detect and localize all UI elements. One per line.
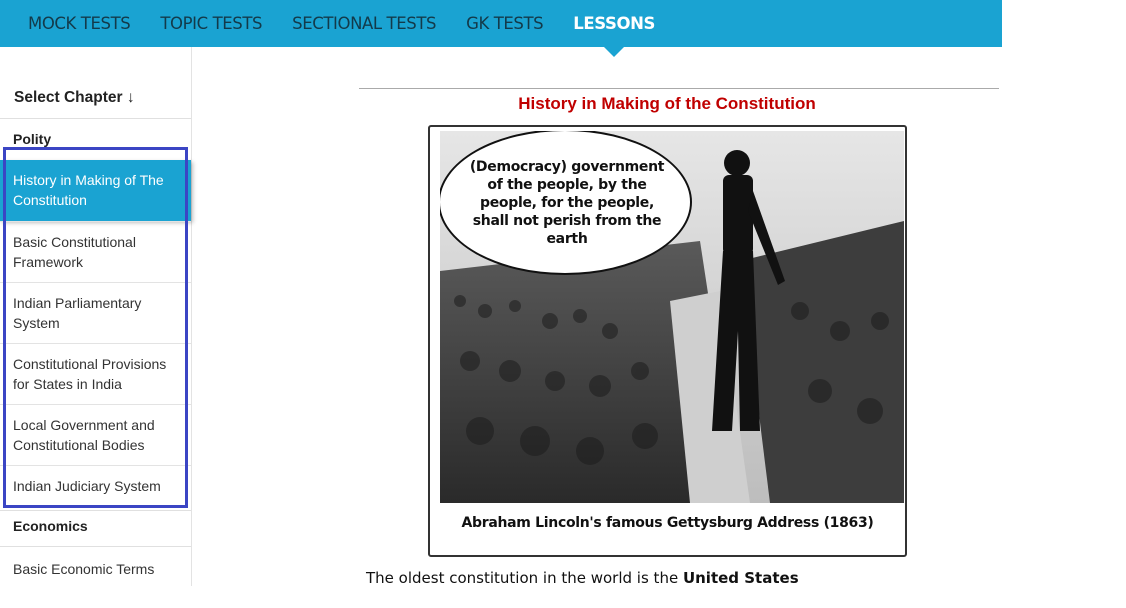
tab-sectional-tests[interactable]: SECTIONAL TESTS bbox=[292, 14, 437, 33]
select-chapter-heading[interactable]: Select Chapter ↓ bbox=[14, 89, 135, 106]
sidebar-divider bbox=[0, 118, 191, 119]
chapter-local-government-bodies[interactable]: Local Government and Constitutional Bodies bbox=[0, 404, 191, 465]
speech-bubble bbox=[440, 131, 692, 275]
group-title-economics: Economics bbox=[13, 518, 88, 534]
tab-topic-tests[interactable]: TOPIC TESTS bbox=[160, 14, 263, 33]
chapter-indian-parliamentary-system[interactable]: Indian Parliamentary System bbox=[0, 282, 191, 343]
group-title-polity: Polity bbox=[13, 131, 52, 147]
lesson-body-text bbox=[366, 569, 799, 587]
speech-bubble-text: (Democracy) government of the people, by the people, for the people, shall not perish from the earth bbox=[469, 159, 665, 247]
figure-caption: Abraham Lincoln's famous Gettysburg Address (1863) bbox=[461, 515, 874, 531]
tab-mock-tests[interactable]: MOCK TESTS bbox=[28, 14, 131, 33]
tab-gk-tests[interactable]: GK TESTS bbox=[466, 14, 544, 33]
chapter-constitutional-provisions-states[interactable]: Constitutional Provisions for States in India bbox=[0, 343, 191, 404]
body-text-bold: United States bbox=[682, 569, 799, 587]
gettysburg-address-photo bbox=[440, 131, 904, 503]
chapter-history-making-constitution[interactable]: History in Making of The Constitution bbox=[0, 160, 191, 221]
tab-lessons[interactable]: LESSONS bbox=[573, 0, 655, 47]
content-divider bbox=[359, 88, 999, 89]
chapter-sidebar bbox=[0, 47, 192, 586]
lesson-figure bbox=[428, 125, 907, 557]
chapter-basic-economic-terms[interactable]: Basic Economic Terms bbox=[13, 561, 155, 577]
body-text-start: The oldest constitution in the world is the bbox=[366, 569, 683, 587]
chapter-indian-judiciary-system[interactable]: Indian Judiciary System bbox=[0, 465, 191, 510]
top-navigation bbox=[0, 0, 1002, 47]
chapter-basic-constitutional-framework[interactable]: Basic Constitutional Framework bbox=[0, 221, 191, 282]
lesson-title: History in Making of the Constitution bbox=[518, 94, 816, 113]
sidebar-divider bbox=[0, 510, 191, 511]
